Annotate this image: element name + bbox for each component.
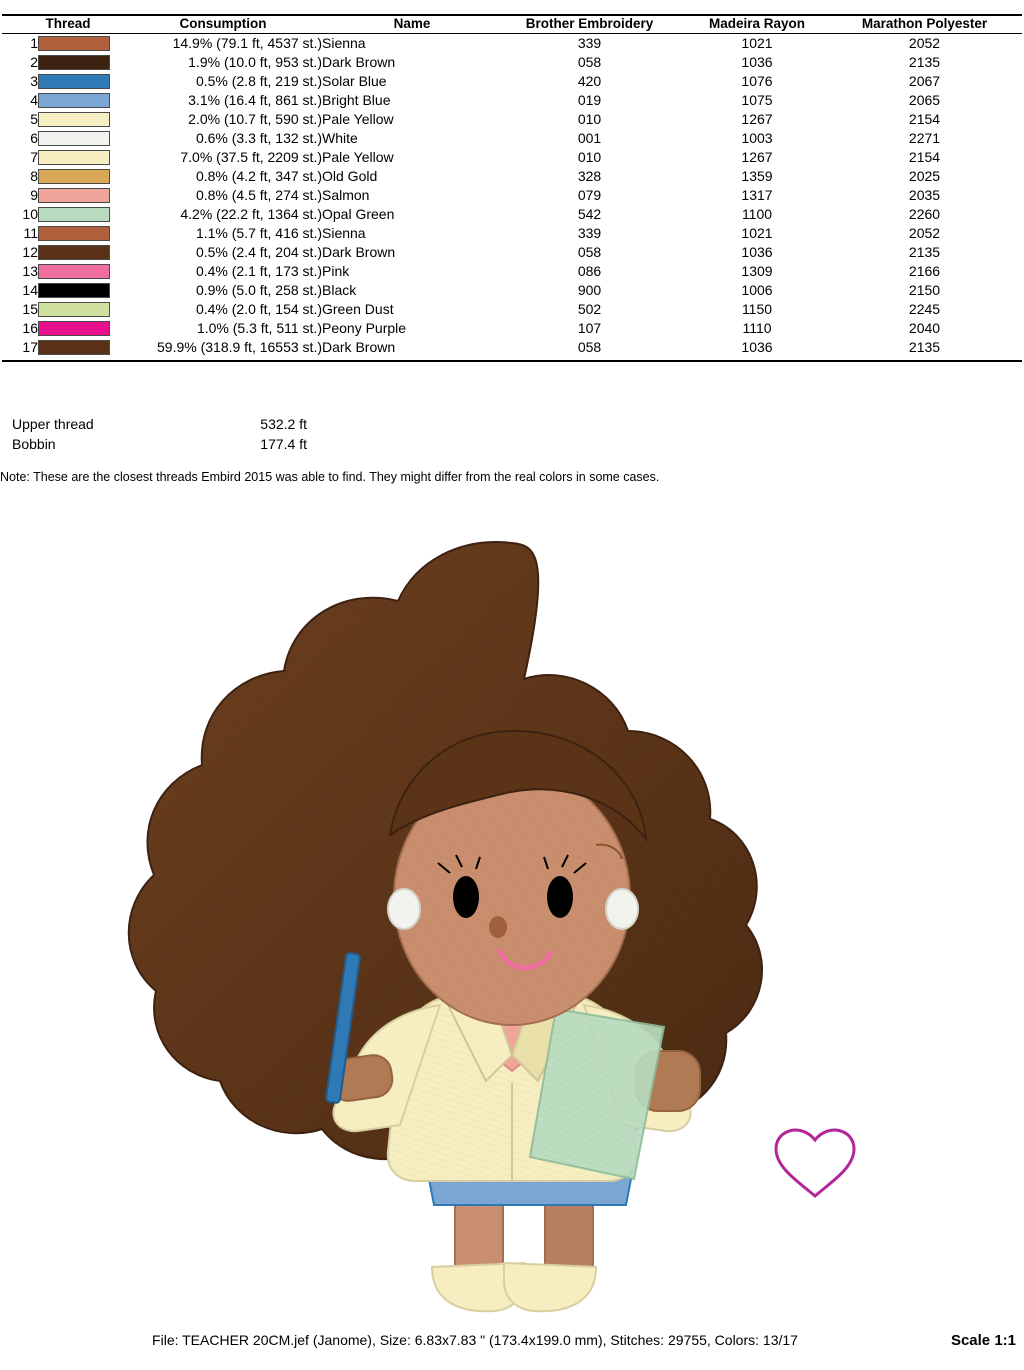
thread-chart: [0, 14, 1024, 362]
table-row: [12, 186, 1012, 205]
row-index: 1: [30, 35, 38, 51]
color-chip: [38, 188, 110, 203]
row-brother-code: 542: [577, 206, 602, 222]
row-color-name: Dark Brown: [322, 244, 396, 260]
thread-color-swatch: [38, 243, 124, 262]
row-color-name: Sienna: [322, 225, 366, 241]
row-consumption: 1.1% (5.7 ft, 416 st.): [195, 225, 322, 241]
row-index: 15: [22, 301, 38, 317]
row-index: 16: [22, 320, 38, 336]
table-row: [12, 281, 1012, 300]
table-row: [12, 110, 1012, 129]
row-consumption: 14.9% (79.1 ft, 4537 st.): [172, 35, 322, 51]
row-index: 8: [30, 168, 38, 184]
row-color-name: Pale Yellow: [322, 111, 394, 127]
row-marathon-code: 2135: [908, 339, 941, 355]
row-consumption: 0.9% (5.0 ft, 258 st.): [195, 282, 322, 298]
row-madeira-code: 1021: [741, 35, 773, 51]
bobbin-label: Bobbin: [12, 436, 56, 452]
bobbin-value: 177.4 ft: [260, 436, 307, 452]
row-marathon-code: 2135: [908, 244, 941, 260]
color-chip: [38, 150, 110, 165]
design-illustration: [0, 505, 1024, 1315]
row-marathon-code: 2150: [908, 282, 941, 298]
row-brother-code: 019: [577, 92, 602, 108]
eye-right: [547, 876, 573, 918]
row-color-name: Pale Yellow: [322, 149, 394, 165]
color-chip: [38, 112, 110, 127]
color-chip: [38, 340, 110, 355]
table-header-row: [12, 16, 1012, 31]
scale-label: Scale 1:1: [950, 1332, 1016, 1349]
row-index: 10: [22, 206, 38, 222]
thread-color-swatch: [38, 167, 124, 186]
table-row: [12, 91, 1012, 110]
row-color-name: White: [322, 130, 358, 146]
row-index: 3: [30, 73, 38, 89]
row-marathon-code: 2154: [908, 111, 941, 127]
row-madeira-code: 1309: [741, 263, 773, 279]
legs: [455, 1195, 593, 1273]
row-marathon-code: 2040: [908, 320, 941, 336]
row-color-name: Bright Blue: [322, 92, 391, 108]
thread-color-swatch: [38, 338, 124, 357]
row-brother-code: 107: [577, 320, 602, 336]
row-consumption: 2.0% (10.7 ft, 590 st.): [188, 111, 322, 127]
color-chip: [38, 264, 110, 279]
row-color-name: Old Gold: [322, 168, 378, 184]
row-marathon-code: 2052: [908, 225, 941, 241]
row-index: 12: [22, 244, 38, 260]
row-color-name: Peony Purple: [322, 320, 407, 336]
row-color-name: Dark Brown: [322, 339, 396, 355]
color-chip: [38, 245, 110, 260]
row-marathon-code: 2271: [908, 130, 941, 146]
row-index: 13: [22, 263, 38, 279]
row-consumption: 0.4% (2.0 ft, 154 st.): [195, 301, 322, 317]
closest-threads-note: Note: These are the closest threads Embird 2015 was able to find. They might differ from the real colors in some cases.: [0, 470, 660, 484]
design-preview: [0, 505, 1024, 1315]
thread-color-swatch: [38, 72, 124, 91]
row-consumption: 59.9% (318.9 ft, 16553 st.): [157, 339, 322, 355]
color-chip: [38, 226, 110, 241]
row-color-name: Black: [322, 282, 357, 298]
header-madeira: Madeira Rayon: [708, 16, 806, 31]
row-consumption: 1.9% (10.0 ft, 953 st.): [188, 54, 322, 70]
table-row: [12, 224, 1012, 243]
row-consumption: 4.2% (22.2 ft, 1364 st.): [180, 206, 322, 222]
thread-table-body-wrap: [12, 34, 1012, 357]
table-row: [12, 338, 1012, 357]
row-brother-code: 058: [577, 339, 602, 355]
row-brother-code: 339: [577, 225, 602, 241]
heart-icon: [776, 1130, 854, 1196]
row-brother-code: 420: [577, 73, 602, 89]
row-madeira-code: 1267: [741, 149, 773, 165]
totals-block: [12, 414, 432, 454]
row-color-name: Pink: [322, 263, 350, 279]
row-brother-code: 339: [577, 35, 602, 51]
row-madeira-code: 1075: [741, 92, 773, 108]
row-madeira-code: 1267: [741, 111, 773, 127]
row-madeira-code: 1036: [741, 339, 773, 355]
row-color-name: Dark Brown: [322, 54, 396, 70]
header-consumption: Consumption: [179, 16, 267, 31]
row-madeira-code: 1100: [741, 206, 773, 222]
upper-thread-row: [12, 414, 432, 434]
header-thread: Thread: [45, 16, 91, 31]
row-brother-code: 502: [577, 301, 602, 317]
table-row: [12, 319, 1012, 338]
row-index: 14: [22, 282, 38, 298]
row-madeira-code: 1317: [741, 187, 773, 203]
table-row: [12, 167, 1012, 186]
upper-thread-value: 532.2 ft: [260, 416, 307, 432]
color-chip: [38, 74, 110, 89]
row-consumption: 1.0% (5.3 ft, 511 st.): [196, 320, 322, 336]
row-color-name: Opal Green: [322, 206, 395, 222]
thread-color-swatch: [38, 148, 124, 167]
thread-table-head: [12, 16, 1012, 31]
table-row: [12, 72, 1012, 91]
thread-color-swatch: [38, 34, 124, 53]
row-marathon-code: 2035: [908, 187, 941, 203]
upper-thread-label: Upper thread: [12, 416, 94, 432]
row-madeira-code: 1359: [741, 168, 773, 184]
row-index: 6: [30, 130, 38, 146]
color-chip: [38, 131, 110, 146]
row-consumption: 0.8% (4.5 ft, 274 st.): [195, 187, 322, 203]
row-index: 17: [22, 339, 38, 355]
row-marathon-code: 2245: [908, 301, 941, 317]
row-madeira-code: 1006: [741, 282, 773, 298]
thread-color-swatch: [38, 186, 124, 205]
row-marathon-code: 2260: [908, 206, 941, 222]
row-brother-code: 079: [577, 187, 602, 203]
color-chip: [38, 169, 110, 184]
color-chip: [38, 36, 110, 51]
table-row: [12, 205, 1012, 224]
thread-color-swatch: [38, 129, 124, 148]
table-row: [12, 243, 1012, 262]
row-marathon-code: 2067: [908, 73, 941, 89]
table-row: [12, 129, 1012, 148]
row-brother-code: 058: [577, 54, 602, 70]
row-consumption: 0.5% (2.4 ft, 204 st.): [195, 244, 322, 260]
header-marathon: Marathon Polyester: [861, 16, 988, 31]
row-index: 5: [30, 111, 38, 127]
row-madeira-code: 1076: [741, 73, 773, 89]
thread-color-swatch: [38, 205, 124, 224]
row-brother-code: 900: [577, 282, 602, 298]
row-color-name: Salmon: [322, 187, 370, 203]
table-row: [12, 53, 1012, 72]
table-row: [12, 262, 1012, 281]
thread-table-body: [12, 34, 1012, 357]
row-consumption: 0.6% (3.3 ft, 132 st.): [195, 130, 322, 146]
row-consumption: 0.4% (2.1 ft, 173 st.): [195, 263, 322, 279]
color-chip: [38, 321, 110, 336]
table-row: [12, 300, 1012, 319]
table-row: [12, 34, 1012, 53]
thread-color-swatch: [38, 262, 124, 281]
row-consumption: 0.5% (2.8 ft, 219 st.): [195, 73, 322, 89]
row-index: 2: [30, 54, 38, 70]
row-marathon-code: 2154: [908, 149, 941, 165]
row-madeira-code: 1036: [741, 54, 773, 70]
thread-color-swatch: [38, 224, 124, 243]
row-brother-code: 086: [577, 263, 602, 279]
row-marathon-code: 2065: [908, 92, 941, 108]
color-chip: [38, 207, 110, 222]
row-madeira-code: 1003: [741, 130, 773, 146]
thread-color-swatch: [38, 91, 124, 110]
thread-color-swatch: [38, 53, 124, 72]
shoes: [432, 1263, 596, 1311]
row-color-name: Solar Blue: [322, 73, 387, 89]
row-brother-code: 001: [577, 130, 602, 146]
row-marathon-code: 2025: [908, 168, 941, 184]
row-marathon-code: 2135: [908, 54, 941, 70]
color-chip: [38, 302, 110, 317]
header-name: Name: [393, 16, 431, 31]
color-chip: [38, 55, 110, 70]
row-index: 7: [30, 149, 38, 165]
row-marathon-code: 2052: [908, 35, 941, 51]
eye-left: [453, 876, 479, 918]
row-brother-code: 058: [577, 244, 602, 260]
row-color-name: Sienna: [322, 35, 366, 51]
row-brother-code: 010: [577, 111, 602, 127]
row-index: 9: [30, 187, 38, 203]
row-consumption: 3.1% (16.4 ft, 861 st.): [188, 92, 322, 108]
row-marathon-code: 2166: [908, 263, 941, 279]
row-index: 11: [23, 225, 38, 241]
row-madeira-code: 1021: [741, 225, 773, 241]
thread-color-swatch: [38, 300, 124, 319]
row-index: 4: [30, 92, 38, 108]
row-madeira-code: 1150: [741, 301, 773, 317]
footer: [0, 1332, 1024, 1354]
row-color-name: Green Dust: [322, 301, 394, 317]
thread-color-swatch: [38, 110, 124, 129]
row-consumption: 0.8% (4.2 ft, 347 st.): [195, 168, 322, 184]
thread-color-swatch: [38, 281, 124, 300]
row-madeira-code: 1110: [742, 320, 772, 336]
color-chip: [38, 283, 110, 298]
row-consumption: 7.0% (37.5 ft, 2209 st.): [180, 149, 322, 165]
table-bottom-rule: [2, 360, 1022, 362]
row-brother-code: 010: [577, 149, 602, 165]
thread-table: [12, 16, 1012, 31]
table-row: [12, 148, 1012, 167]
row-brother-code: 328: [577, 168, 602, 184]
thread-color-swatch: [38, 319, 124, 338]
row-madeira-code: 1036: [741, 244, 773, 260]
bobbin-row: [12, 434, 432, 454]
header-brother: Brother Embroidery: [525, 16, 654, 31]
file-info: File: TEACHER 20CM.jef (Janome), Size: 6.83x7.83 " (173.4x199.0 mm), Stitches: 29755, Colors: 13/17: [152, 1332, 798, 1348]
color-chip: [38, 93, 110, 108]
